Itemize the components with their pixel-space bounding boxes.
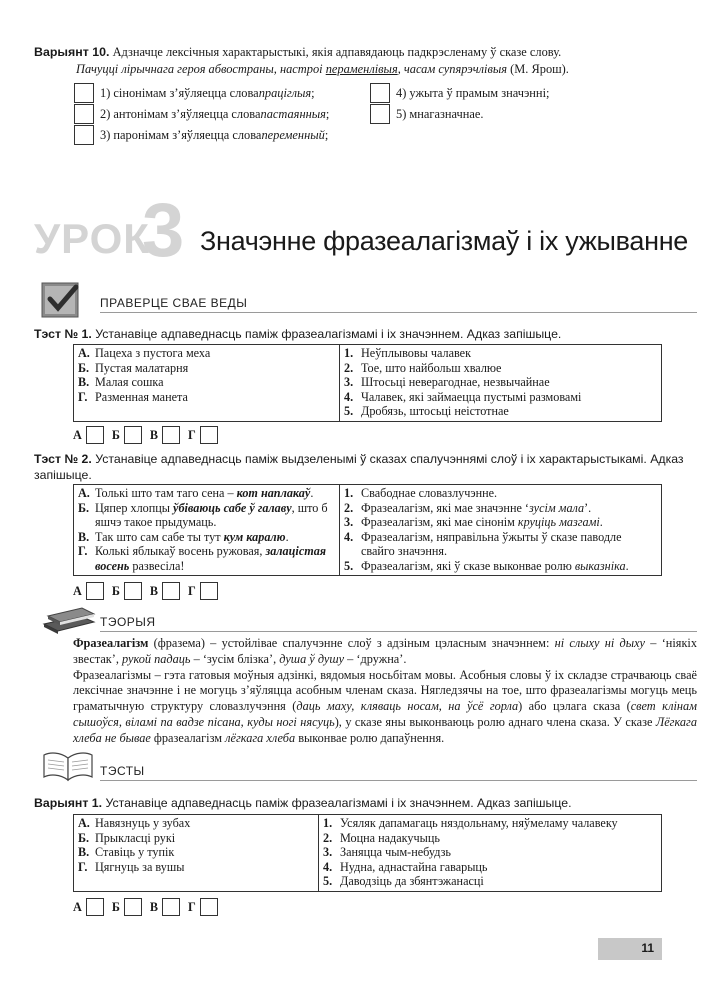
variant1-table	[73, 814, 662, 892]
answer-box[interactable]	[124, 426, 142, 444]
table-row: А. Пацеха з пустога меха	[78, 346, 211, 360]
table-row: В. Малая сошка	[78, 375, 164, 389]
table-row: Б. Прыкласці рукі	[78, 830, 176, 845]
variant1-task: Варыянт 1. Устанавіце адпаведнасць паміж фразеалагізмамі і іх значэннем. Адказ запішыце.	[34, 796, 572, 810]
test1-table	[73, 344, 662, 422]
option-2-checkbox[interactable]	[74, 104, 94, 124]
answer-box[interactable]	[124, 582, 142, 600]
table-row: Г. Цягнуць за вушы	[78, 859, 185, 874]
table-row: 1. Усяляк дапамагаць няздольнаму, няўмеламу чалавеку	[323, 816, 618, 830]
test2-label: Тэст № 2.	[34, 452, 92, 466]
table-row: В. Ставіць у тупік	[78, 845, 175, 859]
page-number-tab	[598, 938, 662, 960]
option-3-checkbox[interactable]	[74, 125, 94, 145]
open-book-icon	[40, 750, 96, 782]
table-row: А. Толькі што там таго сена – кот наплакаў.	[78, 486, 314, 500]
table-row: Б. Цяпер хлопцы ўбіваюць сабе ў галаву, што б яшчэ такое прыдумаць.	[78, 500, 328, 529]
table-row: 3. Заняцца чым-небудзь	[323, 845, 451, 859]
lesson-title: Значэнне фразеалагізмаў і іх ужыванне	[200, 226, 689, 256]
table-row: 3. Фразеалагізм, які мае сінонім круціць мазгамі.	[344, 515, 603, 529]
answer-box[interactable]	[200, 582, 218, 600]
section-check: ПРАВЕРЦЕ СВАЕ ВЕДЫ	[100, 296, 697, 313]
option-4-checkbox[interactable]	[370, 83, 390, 103]
table-row: 4. Чалавек, які займаецца пустымі размовамі	[344, 389, 582, 404]
table-row: 3. Штосьці неверагоднае, незвычайнае	[344, 375, 550, 389]
test1-task: Тэст № 1. Устанавіце адпаведнасць паміж фразеалагізмамі і іх значэннем. Адказ запішыце.	[34, 327, 562, 341]
table-row: 2. Тое, што найбольш хвалюе	[344, 360, 502, 375]
table-row: 4. Фразеалагізм, няправільна ўжыты ў сказе паводле свайго значэння.	[344, 529, 622, 558]
table-row: А. Навязнуць у зубах	[78, 816, 191, 830]
table-row: Б. Пустая малатарня	[78, 360, 189, 375]
variant10-task: Адзначце лексічныя характарыстыкі, якія адпавядаюць падкрэсленаму ў сказе слову.	[112, 45, 562, 59]
option-5-checkbox[interactable]	[370, 104, 390, 124]
table-row: 5. Фразеалагізм, які ў сказе выконвае ролю выказніка.	[344, 558, 629, 573]
test1-label: Тэст № 1.	[34, 327, 92, 341]
page-number: 11	[641, 941, 654, 955]
table-row: 5. Дробязь, штосьці неістотнае	[344, 404, 509, 418]
theory-paragraph-1: Фразеалагізм (фразема) – устойлівае спалучэнне слоў з адзіным цэласным значэннем: ні слыху ні дыху – ‘ніякіх звестак’, рукой падаць – ‘зусім блізка’, душа ў душу – ‘дружна’.	[73, 636, 697, 666]
table-row: 2. Моцна надакучыць	[323, 830, 440, 845]
answer-box[interactable]	[162, 582, 180, 600]
variant10-label: Варыянт 10.	[34, 45, 110, 59]
term-frazealagizm: Фразеалагізм	[73, 636, 149, 650]
table-row: 4. Нудна, аднастайна гаварыць	[323, 859, 488, 874]
section-tests: ТЭСТЫ	[100, 764, 697, 781]
lesson-word: УРОК	[34, 215, 150, 262]
books-icon	[40, 604, 98, 634]
variant1-answer-row: А Б В Г	[73, 898, 226, 916]
answer-box[interactable]	[86, 582, 104, 600]
theory-paragraph-2: Фразеалагізмы – гэта гатовыя моўныя адзінкі, вядомыя носьбітам мовы. Асобныя словы ў іх складзе страчваюць сваё лексічнае значэнне і не могуць з’яўляцца асобным членам сказа. Нягледзячы на тое, што фразеалагізмы могуць мець граматычную структуру словазлучэння (даць маху, кляваць носам, на ўсё горла) або цэлага сказа (свет клінам сышоўся, віламі па вадзе пісана, куды ногі нясуць), у сказе яны выконваюць ролю аднаго члена сказа. У сказе Лёгкага хлеба не бывае фразеалагізм лёгкага хлеба выконвае ролю дапаўнення.	[73, 667, 698, 745]
test2-task: Тэст № 2. Устанавіце адпаведнасць паміж выдзеленымі ў сказах спалучэннямі слоў і іх характарыстыкамі. Адказ запішыце.	[34, 452, 684, 482]
answer-box[interactable]	[124, 898, 142, 916]
table-row: 1. Свабоднае словазлучэнне.	[344, 486, 498, 500]
variant1-label: Варыянт 1.	[34, 796, 103, 810]
check-knowledge-icon	[40, 281, 88, 319]
theory-text	[73, 636, 697, 747]
answer-box[interactable]	[200, 898, 218, 916]
variant10-block	[34, 44, 694, 78]
answer-box[interactable]	[162, 898, 180, 916]
option-2[interactable]: 2) антонімам з’яўляецца слова пастаянныя ;	[74, 104, 329, 124]
option-4[interactable]: 4) ужыта ў прамым значэнні;	[370, 83, 549, 103]
test2-answer-row: А Б В Г	[73, 582, 226, 600]
table-row: Г. Разменная манета	[78, 389, 188, 404]
lesson-number: 3	[142, 188, 185, 273]
table-row: 2. Фразеалагізм, які мае значэнне ‘зусім мала’.	[344, 500, 592, 515]
table-row: Г. Колькі яблыкаў восень ружовая, залацістая восень развесіла!	[78, 544, 327, 573]
table-row: В. Так што сам сабе ты тут кум каралю.	[78, 529, 289, 544]
variant10-example: Пачуцці лірычнага героя абвостраны, настроі пераменлівыя, часам супярэчлівыя (М. Ярош).	[76, 62, 569, 76]
answer-box[interactable]	[86, 426, 104, 444]
table-row: 5. Даводзіць да збянтэжанасці	[323, 874, 484, 888]
option-3[interactable]: 3) паронімам з’яўляецца слова переменный ;	[74, 125, 328, 145]
test2-table	[73, 484, 662, 576]
underlined-word: пераменлівыя	[325, 62, 398, 76]
option-5[interactable]: 5) мнагазначнае.	[370, 104, 483, 124]
option-1-checkbox[interactable]	[74, 83, 94, 103]
option-1[interactable]: 1) сінонімам з’яўляецца слова праціглыя ;	[74, 83, 315, 103]
table-row: 1. Неўплывовы чалавек	[344, 346, 472, 360]
answer-box[interactable]	[86, 898, 104, 916]
test1-answer-row: А Б В Г	[73, 426, 226, 444]
answer-box[interactable]	[200, 426, 218, 444]
section-theory: ТЭОРЫЯ	[100, 615, 697, 632]
answer-box[interactable]	[162, 426, 180, 444]
